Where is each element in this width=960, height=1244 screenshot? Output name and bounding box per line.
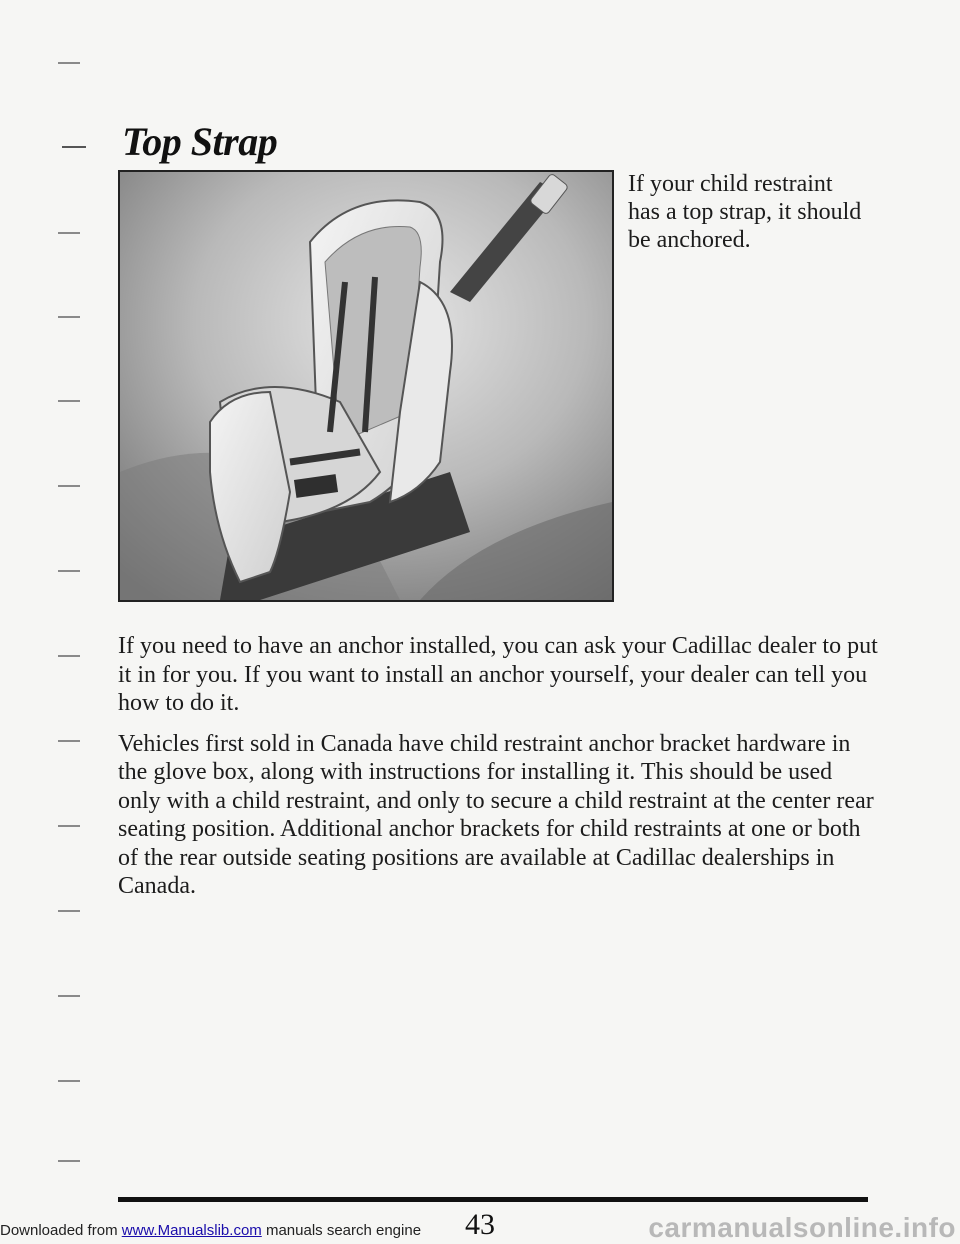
margin-mark [58,316,80,318]
margin-mark [58,1080,80,1082]
margin-mark [58,655,80,657]
margin-mark [58,62,80,64]
site-watermark: carmanualsonline.info [648,1212,956,1243]
page-number: 43 [465,1208,495,1241]
margin-mark [58,232,80,234]
paragraph-canada-hardware: Vehicles first sold in Canada have child restraint anchor bracket hardware in the glove box, along with instructions for installing it. This should be used only with a child restraint, and only to secure a child restraint at the center rear seating position. Additional anchor brackets for child restraints at one or both of the rear outside seating positions are available at Cadillac dealerships in Canada. [118,730,874,899]
margin-mark [58,1160,80,1162]
margin-mark [58,825,80,827]
watermark-prefix: Downloaded from [0,1222,118,1239]
margin-mark [58,400,80,402]
watermark-suffix: manuals search engine [261,1222,422,1239]
heading-margin-mark [62,146,86,148]
margin-mark [58,910,80,912]
child-seat-drawing [120,172,612,600]
manualslib-link[interactable]: www.Manualslib.com [121,1222,262,1239]
paragraph-anchor-install: If you need to have an anchor installed, you can ask your Cadillac dealer to put it in for you. If you want to install an anchor yourself, your dealer can tell you how to do it. [118,633,878,716]
body-text [118,632,878,913]
margin-mark [58,995,80,997]
margin-mark [58,485,80,487]
footer-rule [118,1197,868,1202]
download-watermark [0,1222,421,1239]
margin-mark [58,740,80,742]
child-seat-illustration [118,170,614,602]
section-title: Top Strap [122,119,278,164]
margin-mark [58,570,80,572]
side-note: If your child restraint has a top strap, it should be anchored. [628,171,862,253]
